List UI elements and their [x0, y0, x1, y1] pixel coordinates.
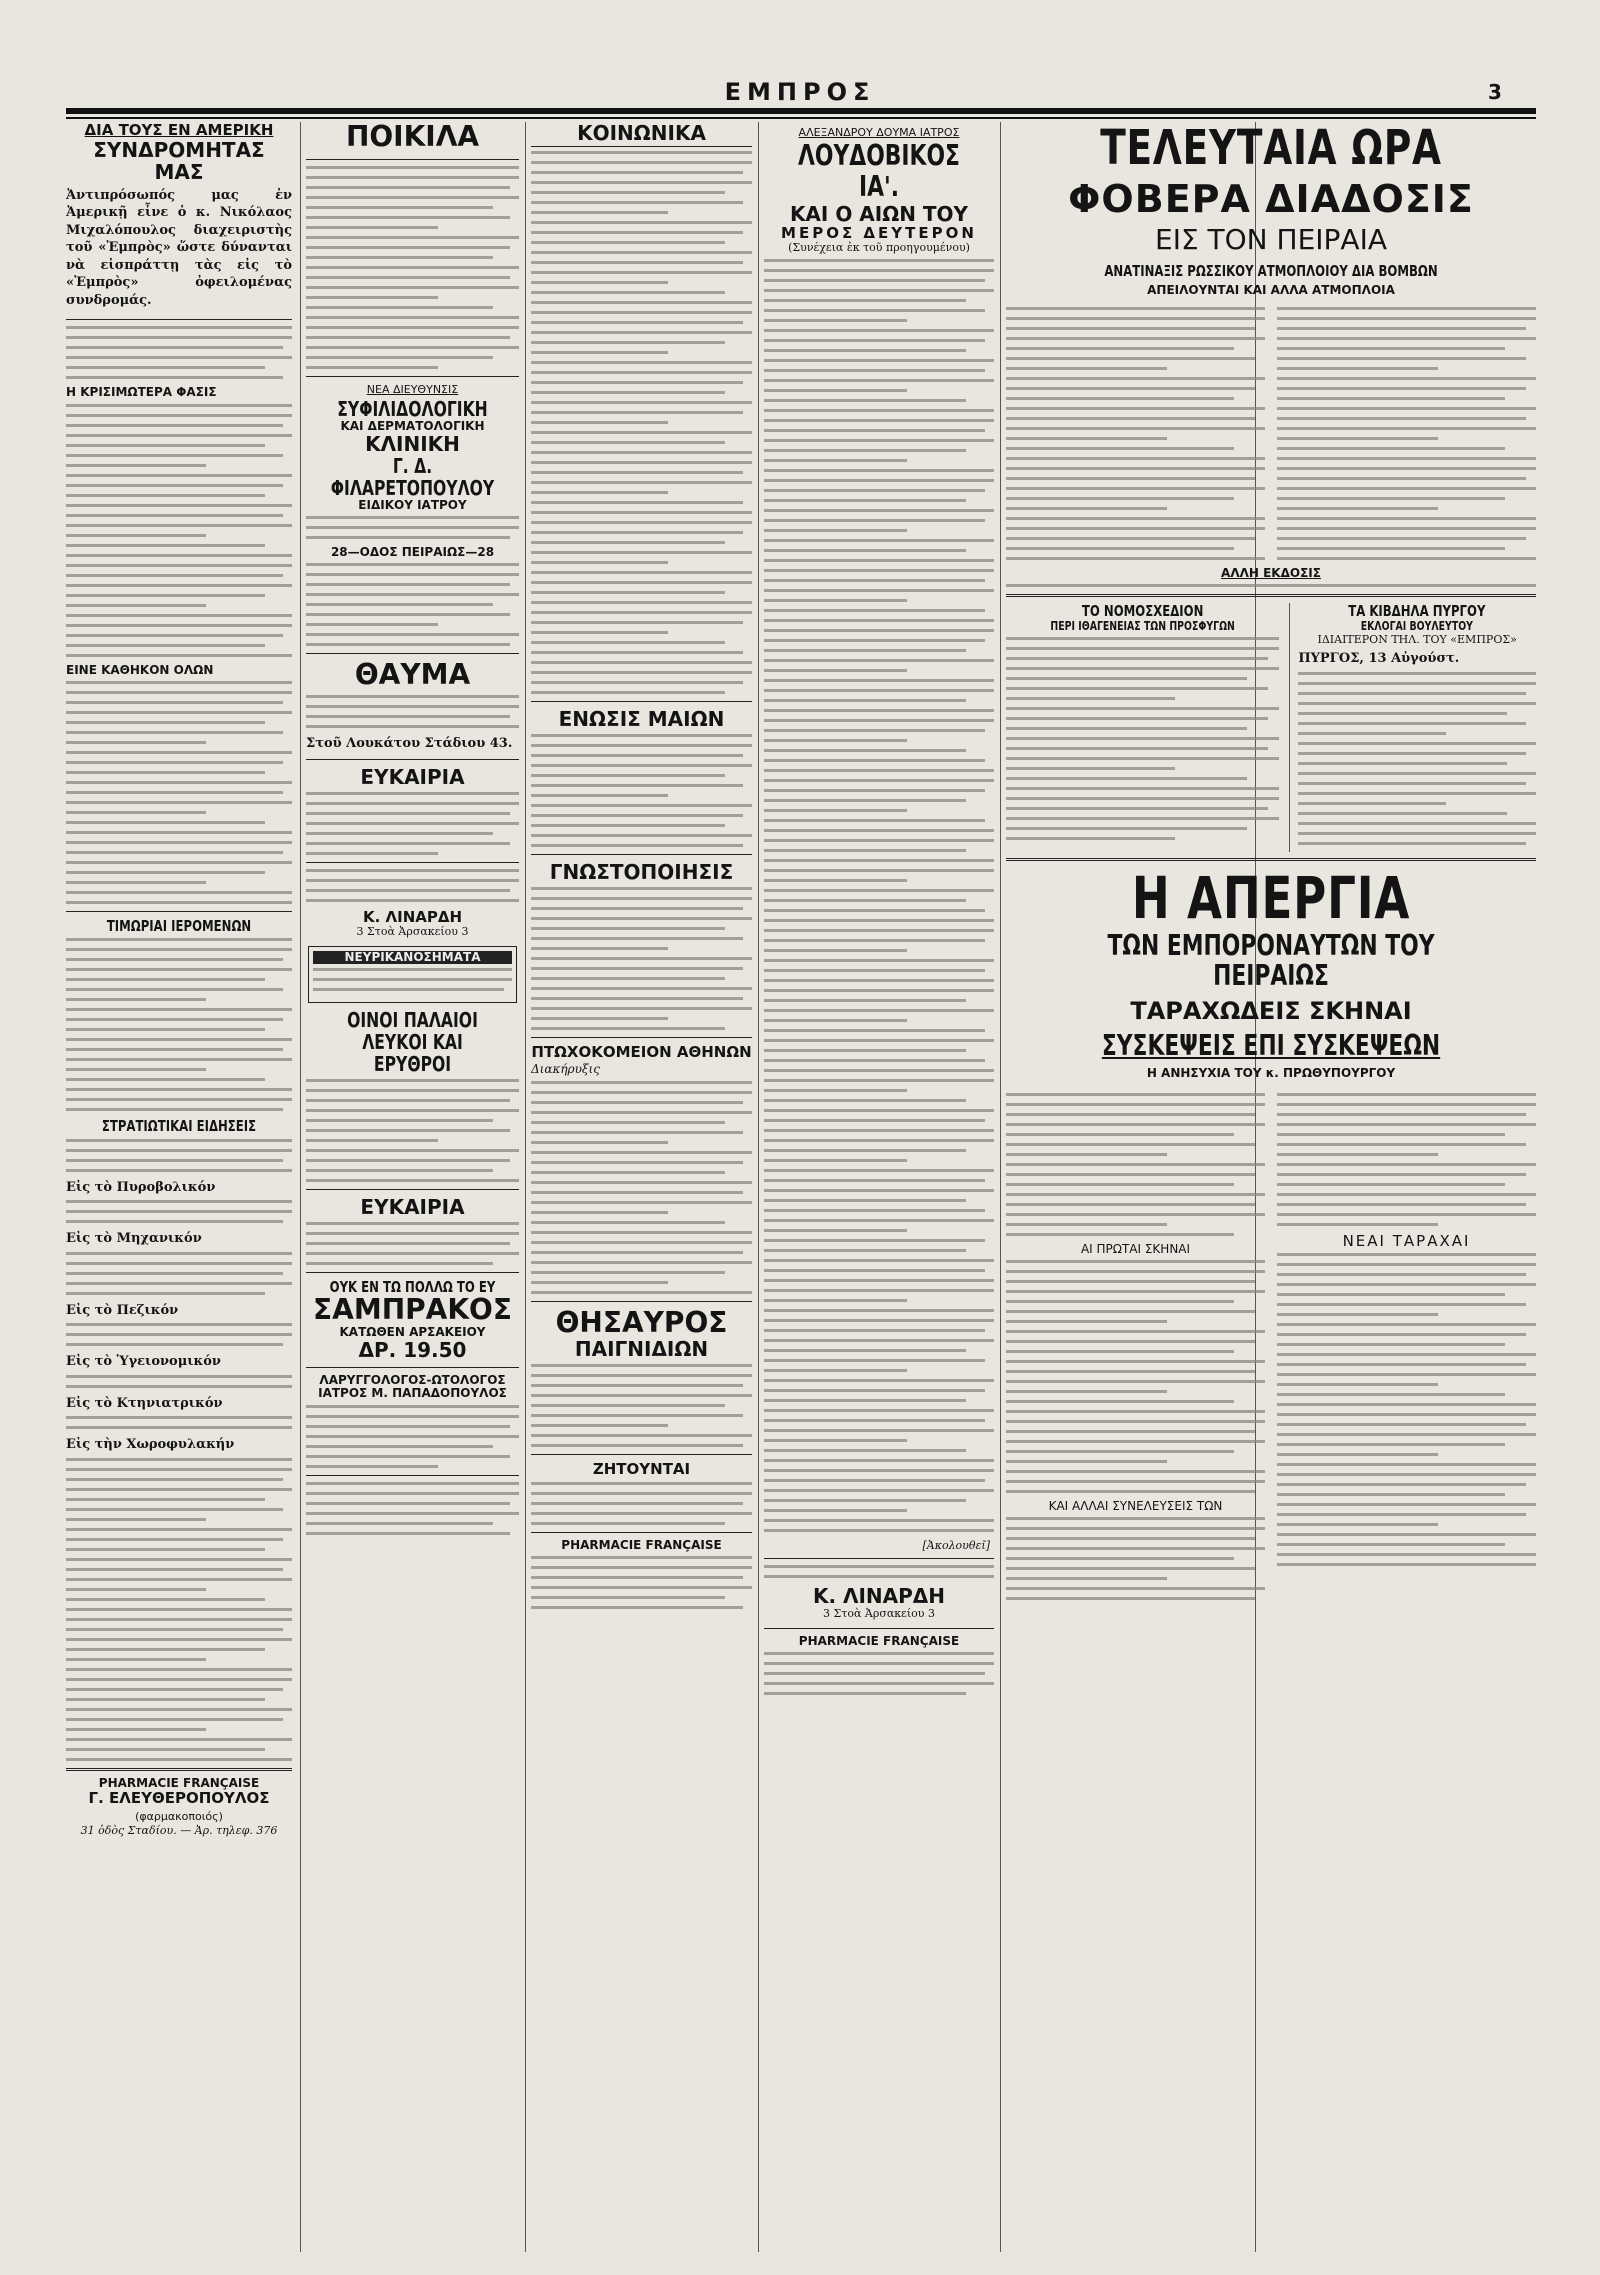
article-body [1298, 672, 1536, 845]
ad-box [308, 946, 517, 1003]
breaking-news [1006, 122, 1536, 2252]
article-body [66, 1200, 292, 1223]
ad-body [306, 1079, 519, 1182]
ad-address: 3 Στοὰ Ἀρσακείου 3 [356, 925, 469, 939]
page-number: 3 [1488, 80, 1502, 104]
clinic-ad-title: ΣΥΦΙΛΙΔΟΛΟΓΙΚΗ [337, 396, 488, 421]
ad-address: Στοῦ Λουκάτου Στάδιου 43. [306, 736, 513, 752]
article-body [66, 681, 292, 904]
section-title: ΕΝΩΣΙΣ ΜΑΙΩΝ [558, 707, 725, 731]
headline-main: ΤΕΛΕΥΤΑΙΑ ΩΡΑ [1100, 122, 1442, 176]
pharmacy-name: PHARMACIE FRANÇAISE [98, 1775, 260, 1790]
ad-body [764, 1565, 994, 1578]
masthead-rule [66, 108, 1536, 114]
ad-title: ΘΑΥΜΑ [354, 658, 471, 692]
ad-body [531, 1364, 752, 1447]
article-body [66, 1416, 292, 1429]
ad-title: ΟΙΝΟΙ ΠΑΛΑΙΟΙ [347, 1007, 478, 1032]
ad-body [306, 516, 519, 539]
section-title: ΚΟΙΝΩΝΙΚΑ [531, 122, 752, 147]
ad-title: PHARMACIE FRANÇAISE [561, 1537, 722, 1552]
ad-body [764, 1652, 994, 1695]
dispatch-source: ΙΔΙΑΙΤΕΡΟΝ ΤΗΛ. ΤΟΥ «ΕΜΠΡΟΣ» [1317, 632, 1517, 646]
ad-title: ΛΑΡΥΓΓΟΛΟΓΟΣ-ΩΤΟΛΟΓΟΣ [319, 1373, 506, 1388]
serial-title: ΛΟΥΔΟΒΙΚΟΣ ΙΑ'. [798, 139, 960, 203]
side-heading: Η ΚΡΙΣΙΜΩΤΕΡΑ ΦΑΣΙΣ [66, 385, 217, 400]
ad-body [306, 563, 519, 646]
clinic-ad-doctor: Γ. Δ. ΦΙΛΑΡΕΤΟΠΟΥΛΟΥ [330, 453, 495, 500]
news-two-column [1006, 603, 1536, 852]
headline-sub: ΑΝΑΤΙΝΑΞΙΣ ΡΩΣΣΙΚΟΥ ΑΤΜΟΠΛΟΙΟΥ ΔΙΑ ΒΟΜΒΩΝ [1104, 262, 1438, 281]
side-heading: ΕΙΝΕ ΚΑΘΗΚΟΝ ΟΛΩΝ [66, 662, 214, 677]
article-body [531, 151, 752, 694]
dispatch-dateline: ΠΥΡΓΟΣ, 13 Αὐγούστ. [1298, 651, 1460, 667]
article-body [306, 1482, 519, 1535]
clinic-ad-subtitle: ΕΙΔΙΚΟΥ ΙΑΤΡΟΥ [358, 497, 467, 512]
sub-heading: Εἰς τὸ Μηχανικόν [66, 1231, 202, 1247]
sub-heading: Εἰς τὸ Ὑγειονομικόν [66, 1354, 221, 1370]
sub-heading: ΑΛΛΗ ΕΚΔΟΣΙΣ [1221, 566, 1321, 581]
column-4 [764, 122, 994, 2252]
headline-sub: ΑΠΕΙΛΟΥΝΤΑΙ ΚΑΙ ΑΛΛΑ ΑΤΜΟΠΛΟΙΑ [1147, 282, 1395, 297]
ad-body [306, 869, 519, 902]
serial-body [764, 259, 994, 1532]
ad-body [306, 1222, 519, 1265]
sub-heading: Εἰς τὸ Πυροβολικόν [66, 1179, 216, 1195]
article-body [1006, 584, 1536, 587]
section-title: ΠΤΩΧΟΚΟΜΕΙΟΝ ΑΘΗΝΩΝ [531, 1043, 752, 1061]
ad-title: ΘΗΣΑΥΡΟΣ [555, 1305, 728, 1339]
notice-text: Ἀντιπρόσωπός μας ἐν Ἀμερικῇ εἶνε ὁ κ. Νικόλαος Μιχαλόπουλος διαχειριστὴς τοῦ «Ἐμπρὸς» ὥστε δύνανται νὰ εἰσπράττῃ τὰς εἰς τὸ «Ἐμπρὸς» ὀφειλομένας συνδρομάς. [66, 187, 292, 308]
ad-body [313, 968, 512, 991]
article-body [66, 1375, 292, 1388]
headline: ΔΙΑ ΤΟΥΣ ΕΝ ΑΜΕΡΙΚΗ [84, 122, 274, 139]
ad-doctor: ΙΑΤΡΟΣ Μ. ΠΑΠΑΔΟΠΟΥΛΟΣ [318, 1386, 507, 1401]
pharmacy-address: 31 ὁδὸς Σταδίου. — Ἀρ. τηλεφ. 376 [80, 1823, 278, 1837]
column-divider [1000, 122, 1001, 2252]
column-3 [531, 122, 752, 2252]
ad-body [306, 695, 519, 728]
sub-heading: ΝΕΑΙ ΤΑΡΑΧΑΙ [1342, 1231, 1471, 1250]
ad-kicker: ΝΕΑ ΔΙΕΥΘΥΝΣΙΣ [366, 382, 459, 396]
section-subtitle: Διακήρυξις [531, 1061, 600, 1076]
ad-body [306, 1405, 519, 1468]
ad-title: ΕΥΚΑΙΡΙΑ [360, 764, 465, 789]
serial-note: (Συνέχεια ἐκ τοῦ προηγουμένου) [788, 241, 970, 255]
pharmacist-name: Γ. ΕΛΕΥΘΕΡΟΠΟΥΛΟΣ (φαρμακοποιός) [88, 1789, 270, 1823]
article-body [66, 404, 292, 657]
headline: ΣΥΝΔΡΟΜΗΤΑΣ ΜΑΣ [93, 137, 265, 184]
article-body [1277, 307, 1536, 560]
ad-title: ΣΑΜΠΡΑΚΟΣ [313, 1293, 512, 1327]
column-2 [306, 122, 519, 2252]
article-body [66, 326, 292, 379]
subscribers-notice [66, 122, 292, 309]
ad-title: ΛΕΥΚΟΙ ΚΑΙ ΕΡΥΘΡΟΙ [362, 1029, 463, 1076]
article-body [1006, 1093, 1265, 1236]
ad-title: ΟΥΚ ΕΝ ΤΩ ΠΟΛΛΩ ΤΟ ΕΥ [329, 1277, 496, 1296]
headline-sub: ΣΥΣΚΕΨΕΙΣ ΕΠΙ ΣΥΣΚΕΨΕΩΝ [1101, 1028, 1441, 1062]
sub-heading: ΚΑΙ ΑΛΛΑΙ ΣΥΝΕΛΕΥΣΕΙΣ ΤΩΝ [1048, 1498, 1223, 1513]
article-body [1006, 1517, 1265, 1600]
clinic-ad-title: ΚΛΙΝΙΚΗ [365, 431, 460, 456]
headline-sub: ΤΑΡΑΧΩΔΕΙΣ ΣΚΗΝΑΙ [1130, 997, 1412, 1026]
article-body [1006, 1260, 1265, 1493]
ad-body [531, 1556, 752, 1609]
article-body [66, 1323, 292, 1346]
ad-price: ΔΡ. 19.50 [358, 1338, 467, 1363]
column-divider [758, 122, 759, 2252]
article-body [531, 1081, 752, 1294]
ad-title: ΝΕΥΡΙΚΑΝΟΣΗΜΑΤΑ [313, 951, 512, 964]
serial-subtitle: ΚΑΙ Ο ΑΙΩΝ ΤΟΥ [789, 201, 969, 226]
column-1 [66, 122, 292, 2252]
ad-body [531, 1482, 752, 1525]
section-title: ΤΙΜΩΡΙΑΙ ΙΕΡΟΜΕΝΩΝ [106, 916, 252, 935]
ad-body [306, 792, 519, 855]
news-two-column [1006, 1089, 1536, 1607]
headline-main: Η ΑΠΕΡΓΙΑ [1131, 863, 1411, 932]
headline-sub: Η ΑΝΗΣΥΧΙΑ ΤΟΥ κ. ΠΡΩΘΥΠΟΥΡΓΟΥ [1146, 1066, 1396, 1081]
masthead [0, 78, 1600, 112]
ad-seller: Κ. ΛΙΝΑΡΔΗ [812, 1584, 946, 1609]
ad-title: PHARMACIE FRANÇAISE [798, 1633, 960, 1648]
article-body [66, 938, 292, 1111]
article-body [66, 1252, 292, 1295]
article-body [1006, 637, 1279, 840]
sub-heading: Εἰς τὸ Κτηνιατρικόν [66, 1395, 223, 1411]
article-body [1006, 307, 1265, 560]
article-body [531, 887, 752, 1030]
clinic-ad-subtitle: ΚΑΙ ΔΕΡΜΑΤΟΛΟΓΙΚΗ [340, 418, 485, 433]
section-title: ΤΑ ΚΙΒΔΗΛΑ ΠΥΡΓΟΥ [1348, 602, 1486, 621]
clinic-ad-address: 28—ΟΔΟΣ ΠΕΙΡΑΙΩΣ—28 [330, 545, 495, 560]
ad-title: ΠΑΙΓΝΙΔΙΩΝ [574, 1337, 709, 1362]
article-body [1277, 1093, 1536, 1226]
section-title: ΣΤΡΑΤΙΩΤΙΚΑΙ ΕΙΔΗΣΕΙΣ [101, 1117, 257, 1136]
serial-continued: [Ἀκολουθεῖ] [922, 1539, 990, 1553]
article-body [1277, 1253, 1536, 1566]
sub-heading: ΑΙ ΠΡΩΤΑΙ ΣΚΗΝΑΙ [1080, 1241, 1191, 1256]
newspaper-title: ΕΜΠΡΟΣ [724, 78, 876, 106]
news-two-column [1006, 303, 1536, 567]
serial-kicker: ΑΛΕΞΑΝΔΡΟΥ ΔΟΥΜΑ ΙΑΤΡΟΣ [798, 126, 960, 139]
article-body [66, 1139, 292, 1172]
section-title: ΠΕΡΙ ΙΘΑΓΕΝΕΙΑΣ ΤΩΝ ΠΡΟΣΦΥΓΩΝ [1050, 618, 1235, 633]
section-title: ΓΝΩΣΤΟΠΟΙΗΣΙΣ [549, 860, 734, 884]
serial-part: ΜΕΡΟΣ ΔΕΥΤΕΡΟΝ [781, 223, 977, 242]
article-body [66, 1458, 292, 1761]
section-title: ΤΟ ΝΟΜΟΣΧΕΔΙΟΝ [1081, 602, 1204, 621]
headline-sub: ΕΙΣ ΤΟΝ ΠΕΙΡΑΙΑ [1155, 222, 1387, 256]
headline-sub: ΤΩΝ ΕΜΠΟΡΟΝΑΥΤΩΝ ΤΟΥ ΠΕΙΡΑΙΩΣ [1107, 928, 1435, 993]
sub-heading: Εἰς τὴν Χωροφυλακήν [66, 1437, 235, 1453]
ad-subtitle: ΚΑΤΩΘΕΝ ΑΡΣΑΚΕΙΟΥ [339, 1324, 486, 1339]
section-title: ΕΚΛΟΓΑΙ ΒΟΥΛΕΥΤΟΥ [1361, 618, 1474, 633]
section-title: ΠΟΙΚΙΛΑ [345, 122, 480, 153]
ad-title: ΖΗΤΟΥΝΤΑΙ [592, 1460, 691, 1479]
ad-seller: Κ. ΛΙΝΑΡΔΗ [362, 907, 463, 926]
article-body [531, 734, 752, 847]
column-divider [300, 122, 301, 2252]
column-divider [525, 122, 526, 2252]
masthead-rule-thin [66, 117, 1536, 119]
ad-title: ΕΥΚΑΙΡΙΑ [360, 1194, 465, 1219]
article-body [306, 166, 519, 369]
sub-heading: Εἰς τὸ Πεζικόν [66, 1302, 179, 1318]
ad-address: 3 Στοὰ Ἀρσακείου 3 [823, 1607, 935, 1621]
headline-main: ΦΟΒΕΡΑ ΔΙΑΔΟΣΙΣ [1068, 176, 1474, 221]
